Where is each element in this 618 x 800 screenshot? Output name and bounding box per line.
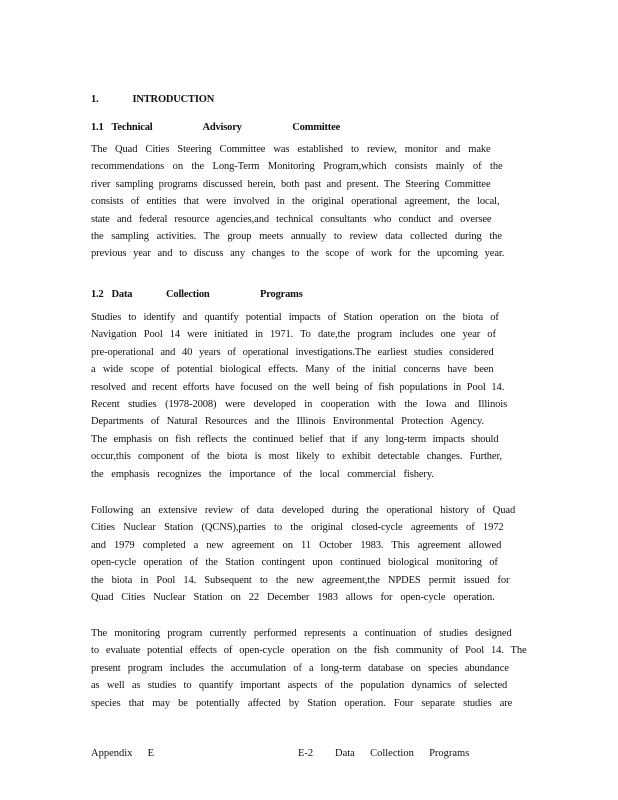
text-line: The monitoring program currently performed represents a continuation of studies designed — [91, 628, 512, 639]
footer-page-number: E-2 — [298, 748, 314, 759]
section-number: 1.2 — [91, 289, 104, 300]
text-line: to evaluate potential effects of open-cycle operation on the fish community of Pool 14. The — [91, 645, 527, 657]
text-line: occur,this component of the biota is most likely to exhibit detectable changes. Further, — [91, 451, 502, 463]
text-line: The emphasis on fish reflects the continued belief that if any long-term impacts should — [91, 433, 499, 445]
paragraph-data-collection — [91, 309, 531, 483]
text-line: the emphasis recognizes the importance of the local commercial fishery. — [91, 468, 434, 480]
section-heading-1-1 — [91, 122, 340, 133]
text-line: present program includes the accumulation of a long-term database on species abundance — [91, 662, 509, 674]
text-line: state and federal resource agencies,and technical consultants who conduct and oversee — [91, 213, 492, 225]
text-line: the biota in Pool 14. Subsequent to the new agreement,the NPDES permit issued for — [91, 574, 510, 586]
text-line: and 1979 completed a new agreement on 11 October 1983. This agreement allowed — [91, 539, 502, 551]
section-number: 1.1 — [91, 122, 104, 133]
text-line: Quad Cities Nuclear Station on 22 December 1983 allows for open-cycle operation. — [91, 591, 495, 603]
paragraph-monitoring-program — [91, 625, 531, 712]
section-heading-1-2 — [91, 289, 303, 300]
text-line: pre-operational and 40 years of operational investigations.The earliest studies considered — [91, 346, 494, 358]
text-line: river sampling programs discussed herein, both past and present. The Steering Committee — [91, 178, 491, 190]
text-line: species that may be potentially affected by Station operation. Four separate studies are — [91, 697, 513, 709]
text-line: a wide scope of potential biological effects. Many of the initial concerns have been — [91, 364, 494, 376]
heading-number: 1. — [91, 94, 99, 105]
text-line: resolved and recent efforts have focused on the well being of fish populations in Pool 14. — [91, 381, 505, 393]
text-line: Departments of Natural Resources and the Illinois Environmental Protection Agency. — [91, 416, 484, 428]
heading-title: INTRODUCTION — [132, 94, 215, 105]
heading-introduction — [91, 94, 214, 105]
text-line: The Quad Cities Steering Committee was established to review, monitor and make — [91, 144, 491, 155]
text-line: Navigation Pool 14 were initiated in 1971. To date,the program includes one year of — [91, 329, 496, 341]
text-line: previous year and to discuss any changes to the scope of work for the upcoming year. — [91, 248, 505, 260]
text-line: as well as studies to quantify important aspects of the population dynamics of selected — [91, 680, 508, 692]
text-line: consists of entities that were involved in the original operational agreement, the local, — [91, 196, 500, 208]
text-line: Studies to identify and quantify potential impacts of Station operation on the biota of — [91, 312, 499, 323]
text-line: open-cycle operation of the Station contingent upon continued biological monitoring of — [91, 557, 498, 569]
text-line: the sampling activities. The group meets annually to review data collected during the — [91, 230, 502, 242]
text-line: recommendations on the Long-Term Monitoring Program,which consists mainly of the — [91, 161, 503, 173]
paragraph-agreement-history — [91, 502, 531, 606]
footer-appendix: Appendix E — [91, 748, 155, 759]
footer-section-name: Data Collection Programs — [335, 748, 470, 759]
text-line: Cities Nuclear Station (QCNS),parties to the original closed-cycle agreements of 1972 — [91, 522, 504, 534]
text-line: Recent studies (1978-2008) were developed in cooperation with the Iowa and Illinois — [91, 398, 508, 410]
paragraph-steering-committee — [91, 141, 531, 263]
section-title: Data Collection Programs — [111, 289, 303, 300]
section-title: Technical Advisory Committee — [111, 122, 341, 133]
text-line: Following an extensive review of data developed during the operational history of Quad — [91, 505, 516, 516]
